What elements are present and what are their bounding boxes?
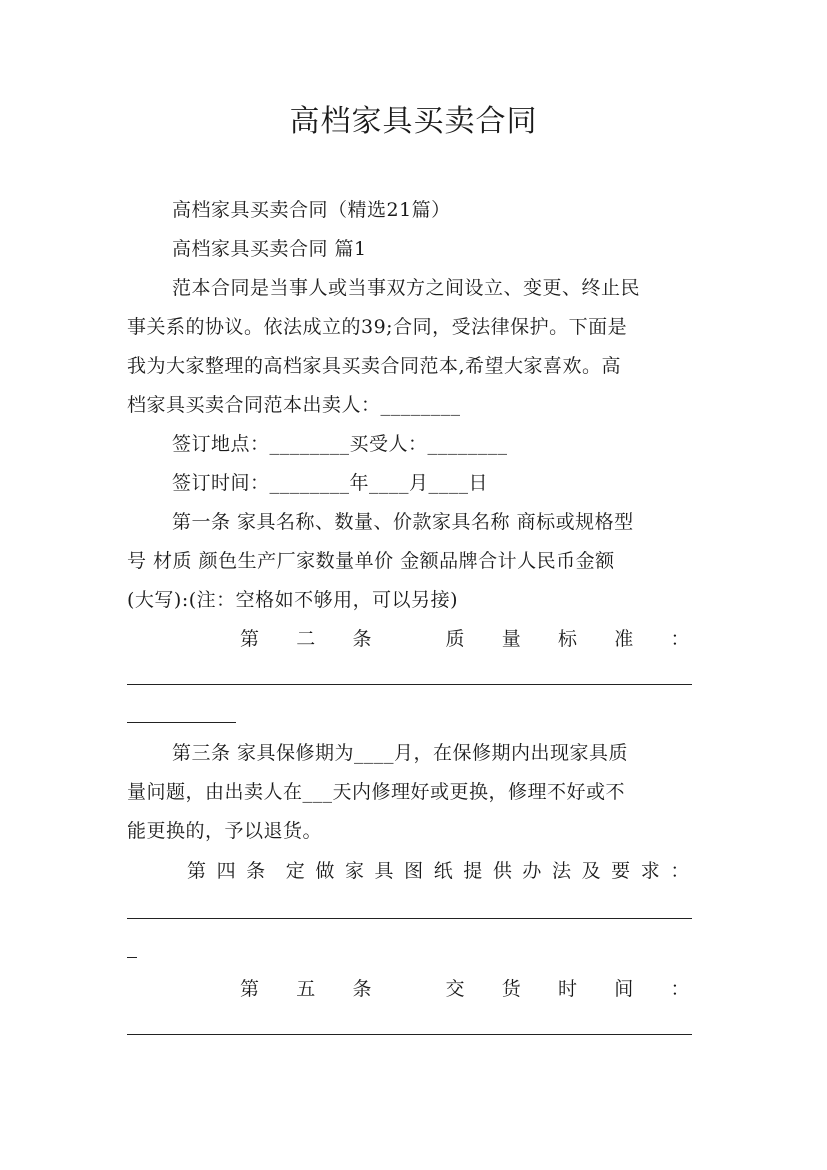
blank-underline [127,957,137,958]
article-5-char: 时 [557,978,578,1000]
article-1-line: (大写):(注：空格如不够用，可以另接) [127,589,459,611]
article-5-char: 第 [240,978,260,1000]
article-1-line: 号 材质 颜色生产厂家数量单价 金额品牌合计人民币金额 [127,550,615,572]
article-2-heading [240,624,690,654]
paragraph-line: 我为大家整理的高档家具买卖合同范本,希望大家喜欢。高 [127,355,622,377]
signing-time-line: 签订时间：________年____月____日 [172,472,489,494]
article-4-char: 求 [640,860,661,882]
article-3-line: 第三条 家具保修期为____月，在保修期内出现家具质 [172,742,629,764]
article-5-char: 五 [296,978,316,1000]
article-5-char: ： [670,978,690,1000]
section-heading: 高档家具买卖合同 篇1 [172,238,367,260]
article-4-char: 办 [522,860,542,882]
article-4-char: 四 [216,860,237,882]
article-4-char: 要 [611,860,631,882]
article-2-char: 准 [614,628,634,650]
document-title: 高档家具买卖合同 [289,104,538,139]
article-4-char: 图 [404,860,424,882]
article-4-heading [187,856,690,886]
article-2-char: 第 [240,628,260,650]
article-2-char: 质 [445,628,465,650]
blank-underline [127,1034,692,1035]
signing-place-line: 签订地点：________买受人：________ [172,433,508,455]
article-1-line: 第一条 家具名称、数量、价款家具名称 商标或规格型 [172,511,634,533]
article-5-char: 间 [614,978,634,1000]
article-2-char: 二 [296,628,316,650]
article-4-char: 具 [374,860,395,882]
paragraph-line: 事关系的协议。依法成立的39;合同，受法律保护。下面是 [127,316,628,338]
article-2-char: ： [670,628,690,650]
article-2-char: 条 [352,628,373,650]
article-4-char: 做 [315,860,335,882]
article-4-char: 家 [344,860,365,882]
blank-underline [127,684,692,685]
article-3-line: 量问题，由出卖人在___天内修理好或更换，修理不好或不 [127,781,626,803]
article-4-char: 提 [463,860,483,882]
article-4-char: 条 [246,860,266,882]
article-5-char: 货 [501,978,522,1000]
article-2-char: 标 [557,628,578,650]
article-4-char: 纸 [433,860,454,882]
subtitle-line: 高档家具买卖合同（精选21篇） [172,199,451,221]
blank-underline [127,918,692,919]
article-4-char: 第 [187,860,207,882]
article-4-char: 供 [492,860,513,882]
article-4-char: ： [670,860,690,882]
article-5-char: 条 [352,978,373,1000]
paragraph-line: 档家具买卖合同范本出卖人：________ [127,394,461,416]
article-5-heading [240,974,690,1004]
article-3-line: 能更换的，予以退货。 [127,820,323,842]
article-4-char: 定 [285,860,306,882]
article-5-char: 交 [445,978,465,1000]
paragraph-line: 范本合同是当事人或当事双方之间设立、变更、终止民 [172,277,641,299]
article-4-char: 及 [581,860,602,882]
article-4-char: 法 [552,860,572,882]
blank-underline [127,722,236,723]
article-2-char: 量 [501,628,522,650]
